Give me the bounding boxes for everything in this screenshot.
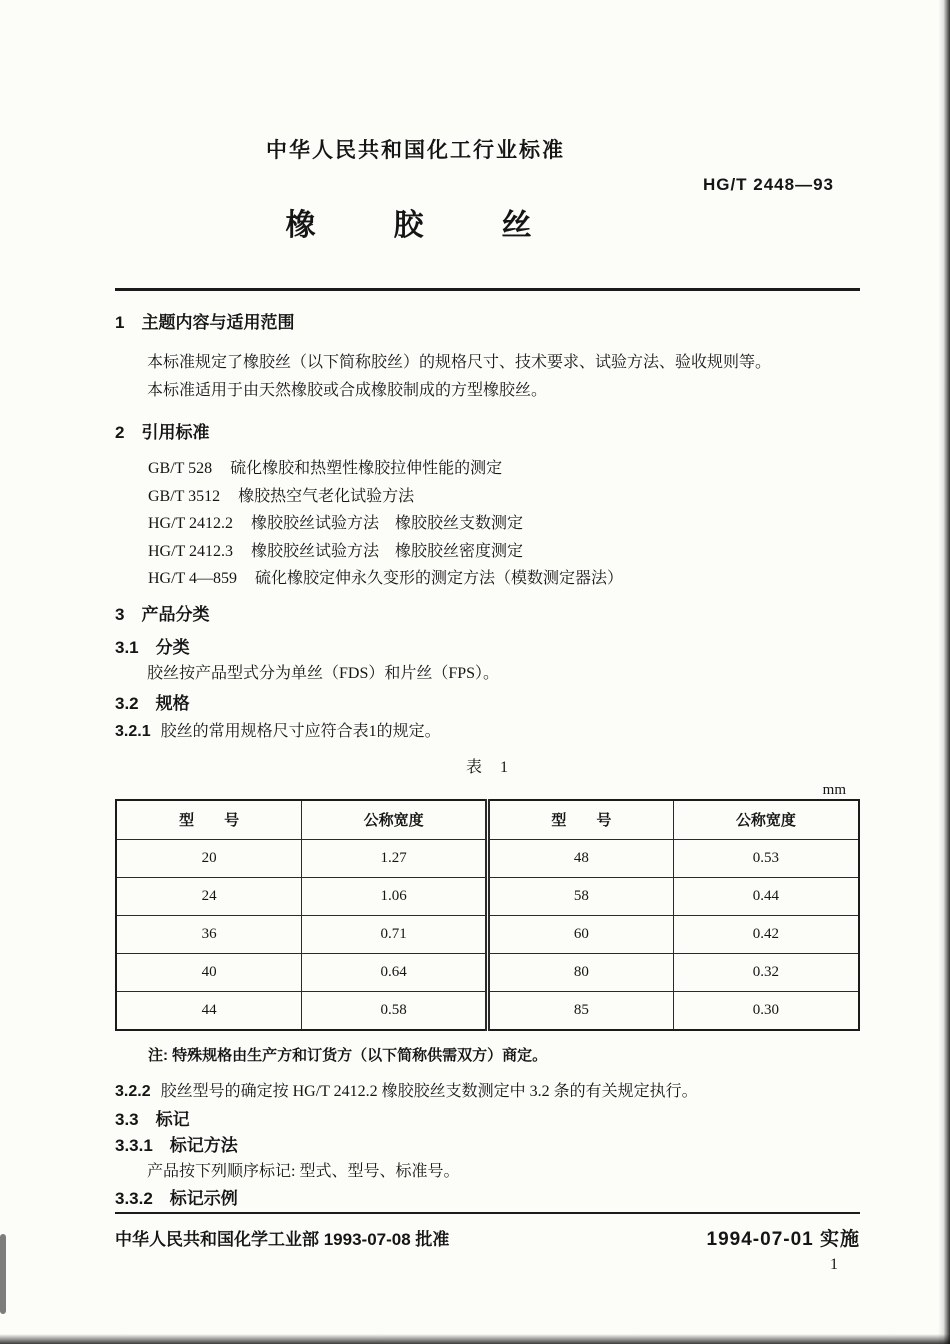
cell-model: 60 [488, 916, 674, 954]
col-header-width-right: 公称宽度 [673, 800, 859, 840]
clause-text: 胶丝型号的确定按 HG/T 2412.2 橡胶胶丝支数测定中 3.2 条的有关规定执行。 [160, 1082, 698, 1100]
scan-artifact-bottom-edge [0, 1334, 950, 1344]
cell-width: 0.58 [302, 992, 488, 1030]
standard-org-heading: 中华人民共和国化工行业标准 [266, 139, 565, 162]
standard-number: HG/T 2448—93 [702, 175, 834, 194]
implementation-note: 1994-07-01 实施 [706, 1229, 860, 1250]
reference-list [148, 455, 860, 593]
scan-artifact-right-edge [938, 0, 950, 1344]
clause-3-2-heading: 3.2 规格 [115, 693, 190, 713]
note-label: 注: [148, 1046, 168, 1064]
cell-width: 0.32 [673, 954, 859, 992]
note-text: 特殊规格由生产方和订货方（以下简称供需双方）商定。 [172, 1046, 548, 1064]
reference-item [148, 510, 860, 538]
clause-3-1-heading: 3.1 分类 [115, 637, 190, 657]
clause-text: 胶丝的常用规格尺寸应符合表1的规定。 [160, 722, 441, 740]
cell-width: 1.06 [302, 878, 488, 916]
section-3-heading: 3 产品分类 [115, 604, 210, 624]
cell-width: 1.27 [302, 840, 488, 878]
table-row [116, 992, 859, 1030]
table-row [116, 916, 859, 954]
table-1-caption: 表 1 [465, 758, 509, 776]
col-header-model-right: 型 号 [488, 800, 674, 840]
reference-title: 硫化橡胶定伸永久变形的测定方法（模数测定器法） [255, 570, 624, 587]
clause-3-1-text: 胶丝按产品型式分为单丝（FDS）和片丝（FPS）。 [147, 664, 500, 682]
clause-number: 3.2.1 [115, 722, 151, 740]
footer [115, 1224, 860, 1251]
table-header-row [116, 800, 859, 840]
reference-code: HG/T 2412.3 [148, 542, 234, 560]
cell-width: 0.44 [673, 878, 859, 916]
clause-number: 3.2.2 [115, 1082, 151, 1100]
cell-model: 36 [116, 916, 302, 954]
clause-3-3-1-heading: 3.3.1 标记方法 [115, 1135, 238, 1155]
cell-model: 40 [116, 954, 302, 992]
header-rule [115, 288, 860, 291]
table-row [116, 878, 859, 916]
table-1-note [148, 1045, 860, 1067]
cell-model: 24 [116, 878, 302, 916]
cell-model: 58 [488, 878, 674, 916]
reference-item [148, 483, 860, 511]
clause-3-3-2-heading: 3.3.2 标记示例 [115, 1188, 238, 1208]
cell-width: 0.64 [302, 954, 488, 992]
reference-item [148, 538, 860, 566]
approval-note: 中华人民共和国化学工业部 1993-07-08 批准 [115, 1230, 450, 1249]
clause-3-3-heading: 3.3 标记 [115, 1109, 190, 1129]
section-1-heading: 1 主题内容与适用范围 [115, 313, 295, 332]
reference-title: 橡胶胶丝试验方法 橡胶胶丝支数测定 [251, 515, 524, 532]
clause-3-3-1-text: 产品按下列顺序标记: 型式、型号、标准号。 [147, 1162, 460, 1180]
document-title: 橡胶丝 [285, 209, 610, 242]
scope-paragraph-1: 本标准规定了橡胶丝（以下简称胶丝）的规格尺寸、技术要求、试验方法、验收规则等。 [147, 354, 772, 371]
table-row [116, 840, 859, 878]
cell-model: 85 [488, 992, 674, 1030]
reference-title: 橡胶胶丝试验方法 橡胶胶丝密度测定 [251, 542, 524, 560]
scope-paragraph-2: 本标准适用于由天然橡胶或合成橡胶制成的方型橡胶丝。 [147, 382, 548, 399]
cell-width: 0.42 [673, 916, 859, 954]
reference-code: HG/T 2412.2 [148, 515, 234, 532]
cell-model: 20 [116, 840, 302, 878]
cell-width: 0.30 [673, 992, 859, 1030]
clause-3-2-1 [115, 719, 860, 745]
col-header-model-left: 型 号 [116, 800, 302, 840]
reference-item [148, 565, 860, 593]
scan-artifact-left-smudge [0, 1234, 6, 1314]
cell-model: 80 [488, 954, 674, 992]
table-row [116, 954, 859, 992]
col-header-width-left: 公称宽度 [302, 800, 488, 840]
reference-item [148, 455, 860, 483]
section-2-heading: 2 引用标准 [115, 423, 210, 442]
cell-model: 44 [116, 992, 302, 1030]
reference-title: 硫化橡胶和热塑性橡胶拉伸性能的测定 [230, 460, 503, 477]
table-1 [115, 799, 860, 1031]
table-unit-label: mm [822, 781, 846, 798]
cell-width: 0.71 [302, 916, 488, 954]
cell-model: 48 [488, 840, 674, 878]
reference-code: HG/T 4—859 [148, 570, 238, 587]
cell-width: 0.53 [673, 840, 859, 878]
reference-title: 橡胶热空气老化试验方法 [238, 487, 415, 505]
page-number: 1 [830, 1256, 838, 1273]
clause-3-2-2 [115, 1079, 860, 1105]
reference-code: GB/T 3512 [148, 487, 221, 505]
footer-rule [115, 1212, 860, 1214]
reference-code: GB/T 528 [148, 460, 213, 477]
